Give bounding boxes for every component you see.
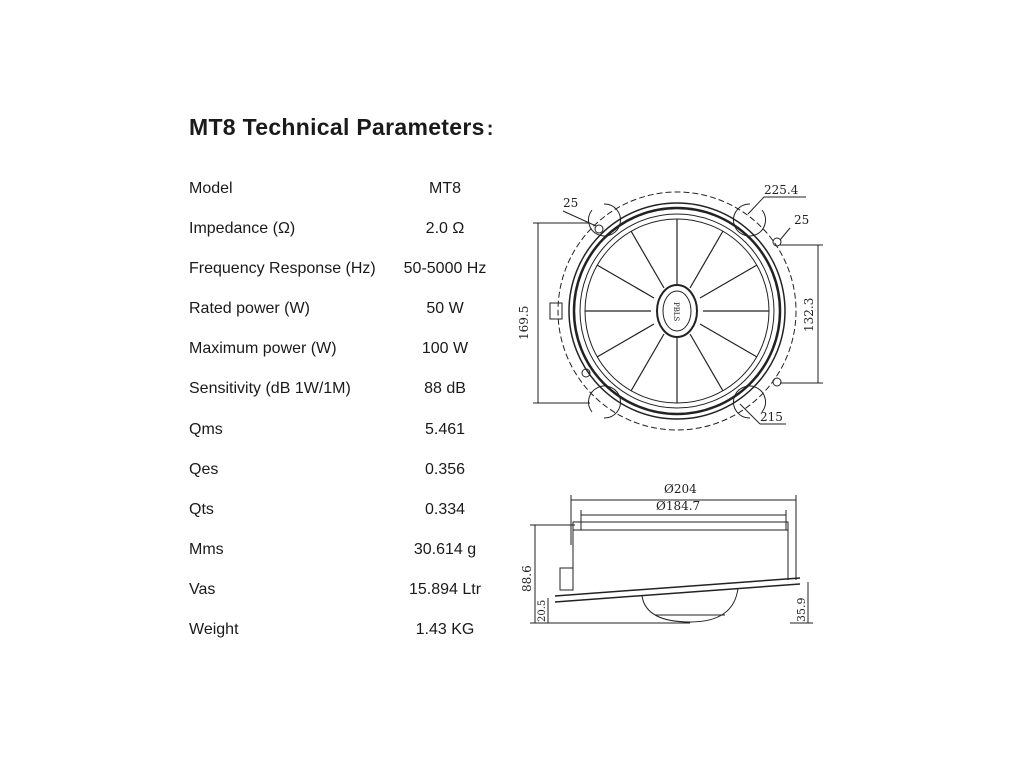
spec-label: Impedance (Ω): [189, 220, 296, 237]
mount-hole-bottom-right: [773, 378, 781, 386]
top-flange: [573, 522, 788, 530]
leader-frame-diameter: [740, 404, 760, 424]
spec-label: Mms: [189, 541, 224, 558]
spec-label: Qts: [189, 501, 214, 518]
dim-outer-diameter: 225.4: [764, 183, 799, 197]
spec-label: Frequency Response (Hz): [189, 260, 376, 277]
spec-label: Vas: [189, 581, 216, 598]
dim-side-outer-diameter: Ø204: [664, 482, 697, 496]
spec-value: 15.894 Ltr: [408, 581, 482, 598]
terminal-connector: [550, 303, 562, 319]
dim-total-height: 169.5: [517, 305, 531, 340]
spec-label: Qms: [189, 421, 223, 438]
leader-hole-left: [563, 211, 596, 226]
side-terminal: [560, 568, 573, 590]
center-logo-text: PBLS: [672, 302, 680, 322]
spec-label: Maximum power (W): [189, 340, 337, 357]
spec-value: MT8: [429, 180, 461, 197]
side-view-drawing: [530, 495, 813, 623]
spec-value: 5.461: [424, 421, 466, 438]
title-colon: :: [486, 118, 494, 140]
spec-value: 88 dB: [424, 380, 466, 397]
spec-value: 100 W: [421, 340, 469, 357]
dim-side-base-offset: 20.5: [537, 599, 548, 622]
mount-hole-top-left: [595, 225, 603, 233]
dim-hole-spacing: 132.3: [802, 297, 816, 332]
dim-mount-hole-right: 25: [794, 213, 810, 227]
dim-side-magnet-depth: 35.9: [795, 597, 808, 622]
spec-label: Model: [189, 180, 233, 197]
mount-hole-top-right: [773, 238, 781, 246]
spec-label: Rated power (W): [189, 300, 310, 317]
spec-label: Sensitivity (dB 1W/1M): [189, 380, 351, 397]
dim-frame-diameter: 215: [760, 410, 783, 424]
spec-label: Weight: [189, 621, 239, 638]
spec-value: 2.0 Ω: [425, 220, 465, 237]
dim-side-total-depth: 88.6: [520, 565, 534, 592]
spec-label: Qes: [189, 461, 219, 478]
spec-value: 0.356: [424, 461, 466, 478]
spec-value: 50-5000 Hz: [403, 260, 487, 277]
spec-value: 50 W: [426, 300, 464, 317]
spec-value: 0.334: [424, 501, 466, 518]
spec-value: 1.43 KG: [415, 621, 475, 638]
title-text: MT8 Technical Parameters: [189, 114, 485, 140]
dim-side-cone-diameter: Ø184.7: [656, 499, 701, 513]
magnet-dome: [642, 588, 738, 622]
dim-mount-hole-left: 25: [563, 196, 579, 210]
spec-value: 30.614 g: [413, 541, 477, 558]
leader-outer-diameter: [748, 197, 764, 214]
leader-hole-right: [780, 228, 790, 240]
